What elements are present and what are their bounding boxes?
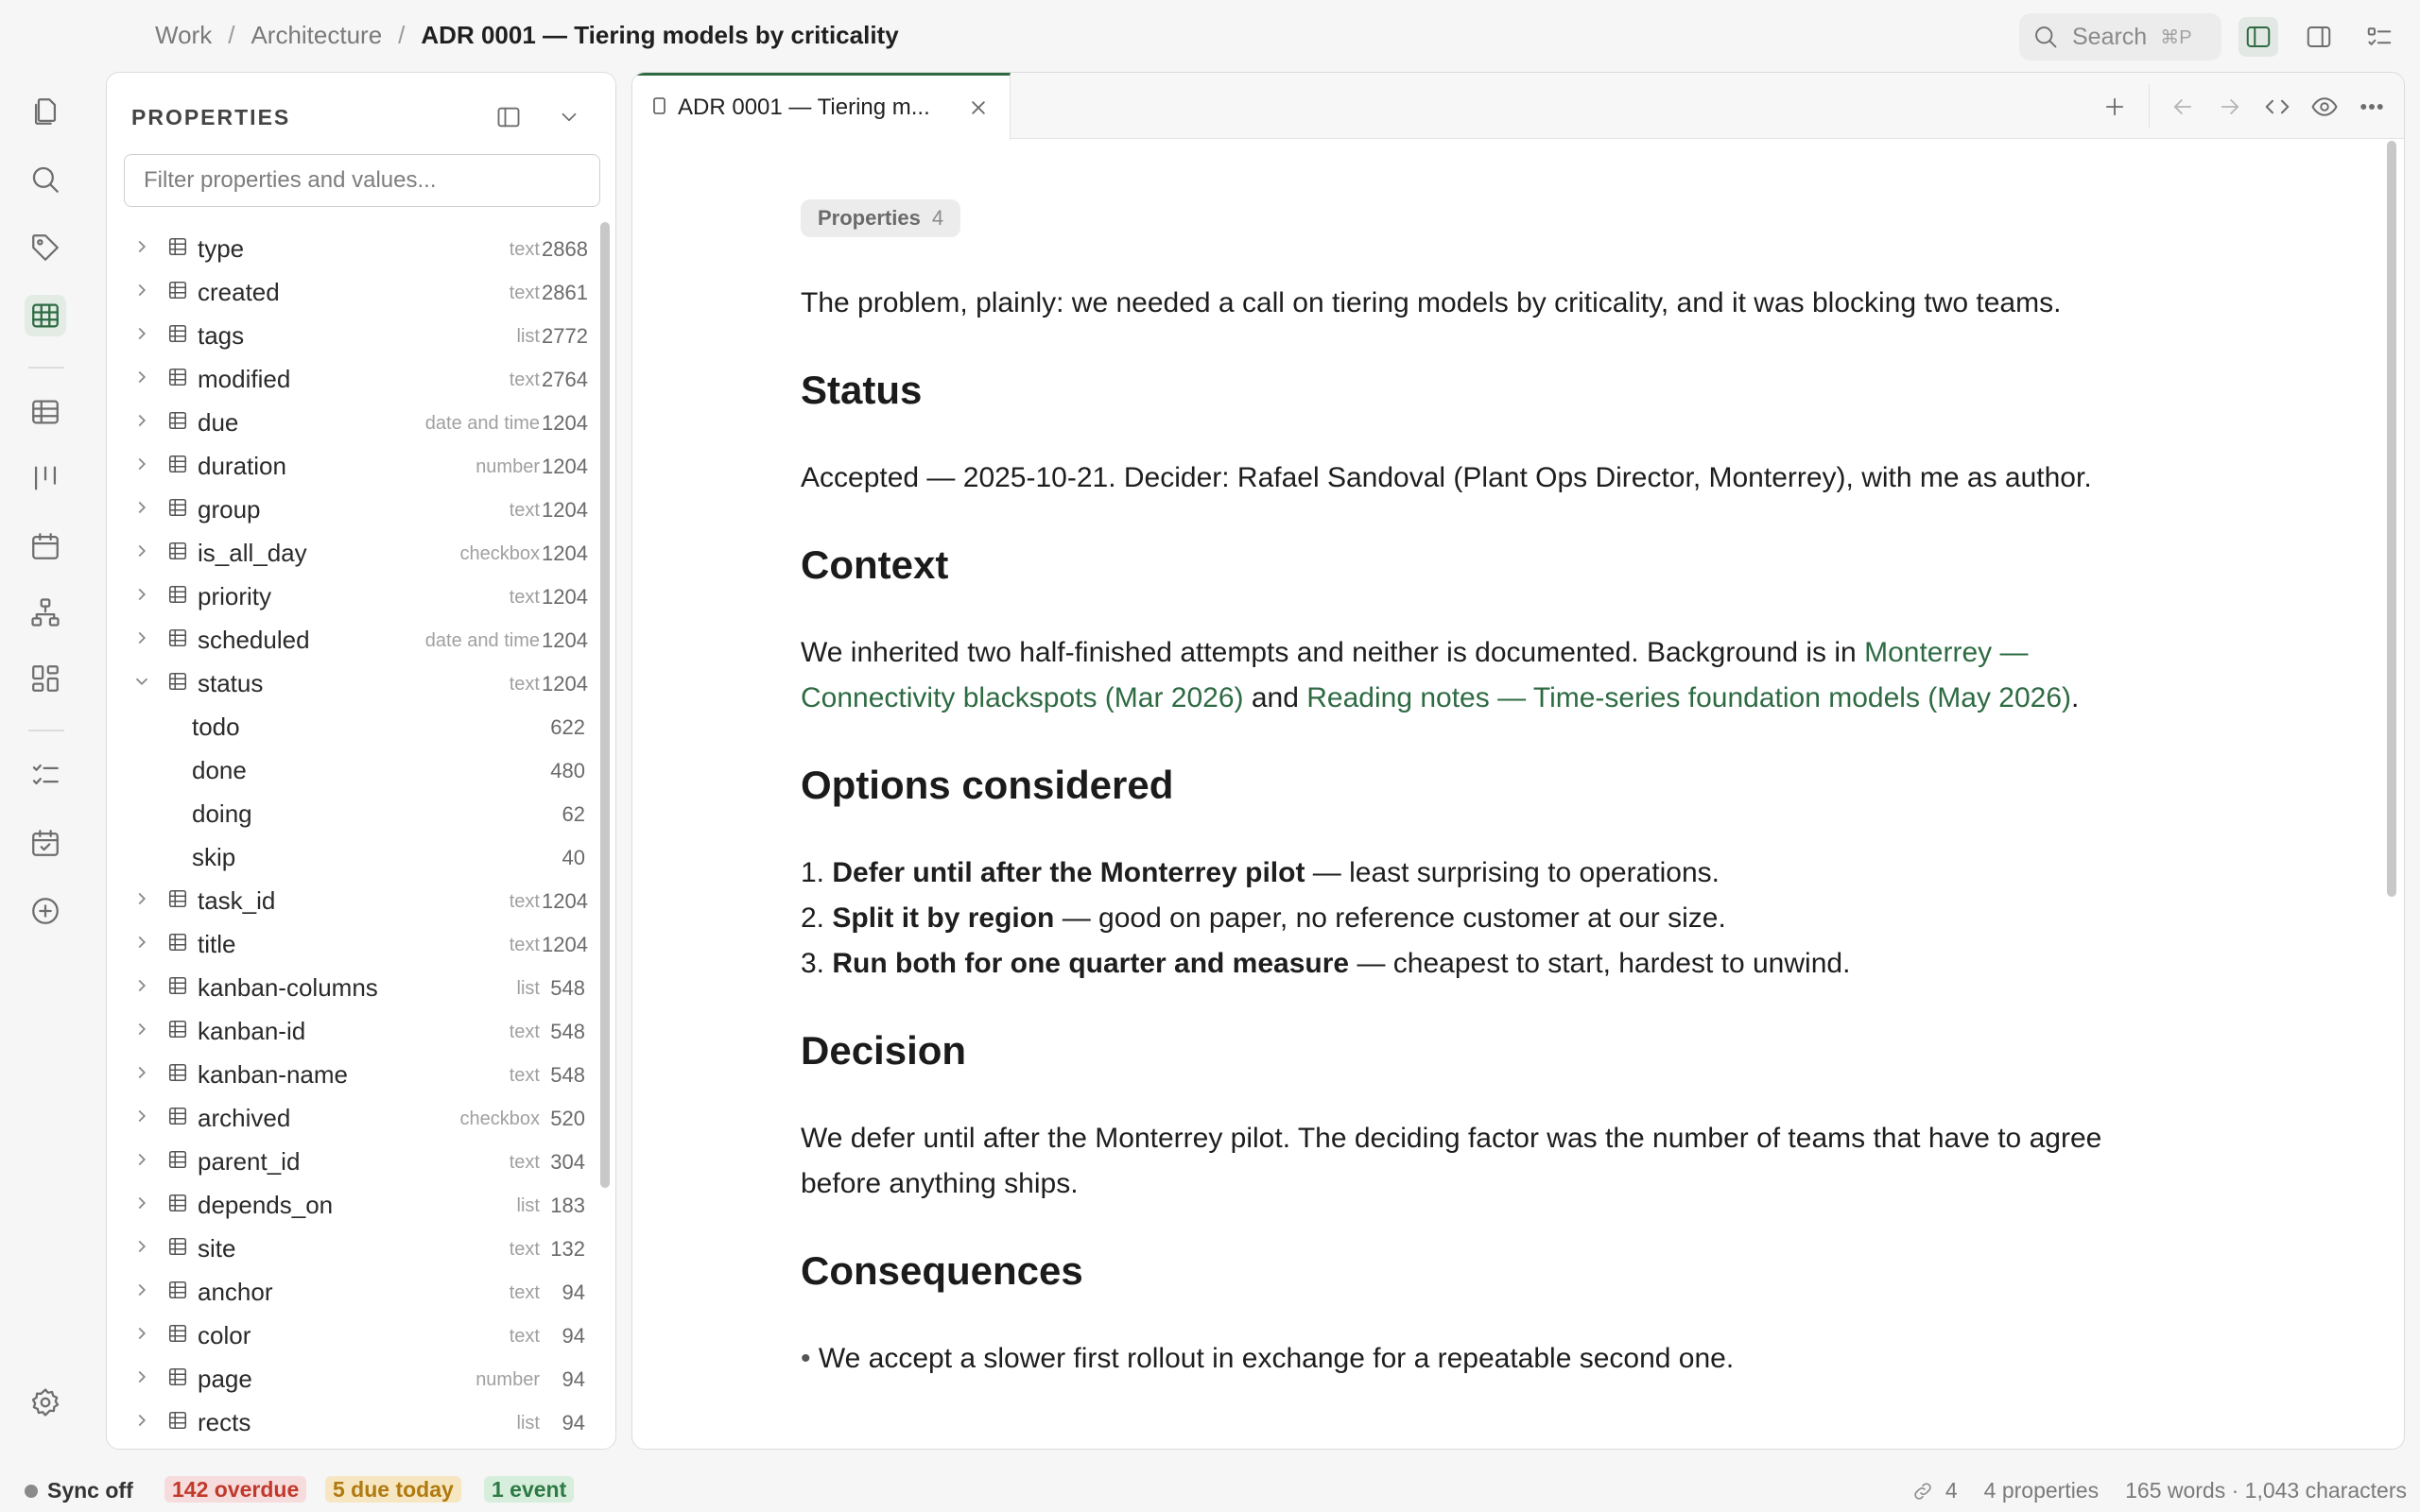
property-row-color[interactable] <box>107 1313 598 1356</box>
property-name: depends_on <box>198 1191 334 1219</box>
property-count: 2764 <box>542 368 588 391</box>
table-icon <box>167 932 188 953</box>
chevron-down-icon <box>557 105 581 129</box>
breadcrumb-separator: / <box>228 21 235 49</box>
consequence-text: We accept a slower first rollout in exchange for a repeatable second one. <box>818 1343 1735 1374</box>
more-options-button[interactable] <box>2353 88 2391 126</box>
table-icon <box>167 627 188 648</box>
top-bar <box>0 0 2420 72</box>
chevron-right-icon[interactable] <box>131 1410 152 1431</box>
property-type: date and time <box>424 630 540 651</box>
eye-icon <box>2310 93 2339 121</box>
tags-button[interactable] <box>25 227 66 268</box>
add-button[interactable] <box>25 890 66 932</box>
property-value-count: 622 <box>550 715 585 739</box>
files-button[interactable] <box>25 91 66 132</box>
property-value-count: 40 <box>562 846 585 869</box>
property-count: 1204 <box>542 889 588 913</box>
table-icon <box>167 975 188 996</box>
property-name: kanban-columns <box>198 973 378 1002</box>
property-count: 94 <box>562 1411 585 1435</box>
toggle-left-sidebar-button[interactable] <box>2238 17 2278 57</box>
property-row-modified[interactable] <box>107 356 598 400</box>
search-button[interactable] <box>2019 13 2221 60</box>
property-name: parent_id <box>198 1147 301 1176</box>
search-label: Search <box>2072 23 2148 50</box>
property-name: modified <box>198 365 291 393</box>
intro-paragraph: The problem, plainly: we needed a call on tiering models by criticality, and it was blocking two teams. <box>801 287 2062 318</box>
property-row-status[interactable] <box>107 661 598 704</box>
property-type: text <box>509 369 540 390</box>
sync-label: Sync off <box>47 1478 133 1503</box>
tasks-button[interactable] <box>25 754 66 796</box>
chevron-right-icon[interactable] <box>131 1019 152 1040</box>
property-row-kanban-name[interactable] <box>107 1052 598 1095</box>
property-value-row-doing[interactable] <box>107 791 598 834</box>
reading-view-button[interactable] <box>2306 88 2343 126</box>
property-value-count: 480 <box>550 759 585 782</box>
properties-pill-label: Properties <box>818 206 921 230</box>
property-name: title <box>198 930 236 958</box>
chevron-right-icon[interactable] <box>131 888 152 909</box>
plus-icon <box>2101 94 2128 120</box>
property-count: 1204 <box>542 672 588 696</box>
breadcrumb-item-architecture[interactable]: Architecture <box>251 21 383 49</box>
table-icon <box>167 1106 188 1126</box>
context-text: We inherited two half-finished attempts and neither is documented. Background is in <box>801 637 1865 668</box>
list-number: 1. <box>801 857 825 888</box>
property-count: 1204 <box>542 628 588 652</box>
source-mode-button[interactable] <box>2258 88 2296 126</box>
panel-layout-button[interactable] <box>491 99 527 135</box>
property-name: priority <box>198 582 272 610</box>
property-type: number <box>475 456 540 477</box>
property-type: text <box>509 283 540 303</box>
properties-panel-title: PROPERTIES <box>131 105 291 129</box>
property-name: site <box>198 1234 236 1263</box>
chevron-right-icon[interactable] <box>131 1323 152 1344</box>
chevron-right-icon[interactable] <box>131 367 152 387</box>
chevron-right-icon[interactable] <box>131 932 152 953</box>
option-title: Split it by region <box>832 902 1055 934</box>
property-type: checkbox <box>459 1108 540 1129</box>
dashboard-icon <box>29 662 61 695</box>
table-icon <box>167 1062 188 1083</box>
editor-pane <box>631 72 2405 1450</box>
table-icon <box>167 888 188 909</box>
property-count: 548 <box>550 1020 585 1043</box>
event-badge[interactable]: 1 event <box>484 1476 574 1503</box>
panel-collapse-button[interactable] <box>551 99 587 135</box>
table-button[interactable] <box>25 391 66 433</box>
property-row-is_all_day[interactable] <box>107 530 598 574</box>
property-name: rects <box>198 1408 251 1436</box>
calendar-check-button[interactable] <box>25 822 66 864</box>
property-type: list <box>516 326 540 347</box>
chevron-down-icon[interactable] <box>131 671 152 692</box>
property-row-duration[interactable] <box>107 443 598 487</box>
backlinks-count[interactable] <box>1911 1478 1958 1503</box>
breadcrumb-separator: / <box>398 21 406 49</box>
property-value-row-done[interactable] <box>107 747 598 791</box>
property-row-group[interactable] <box>107 487 598 530</box>
ribbon-divider <box>28 730 64 731</box>
status-paragraph: Accepted — 2025-10-21. Decider: Rafael Sandoval (Plant Ops Director, Monterrey), with me as author. <box>801 462 2092 493</box>
chevron-right-icon[interactable] <box>131 1149 152 1170</box>
property-type: text <box>509 1282 540 1303</box>
settings-icon <box>29 1386 61 1418</box>
property-type: text <box>509 1065 540 1086</box>
property-count: 520 <box>550 1107 585 1130</box>
table-icon <box>167 1366 188 1387</box>
chevron-right-icon[interactable] <box>131 323 152 344</box>
property-row-due[interactable] <box>107 400 598 443</box>
sidebar-layout-icon <box>495 104 522 130</box>
graph-icon <box>29 596 61 628</box>
property-count: 1204 <box>542 455 588 478</box>
document-content <box>801 194 2143 1382</box>
chevron-right-icon[interactable] <box>131 497 152 518</box>
link-monterrey-connectivity[interactable]: Monterrey — Connectivity blackspots (Mar 2026) <box>801 637 2029 713</box>
property-row-kanban-columns[interactable] <box>107 965 598 1008</box>
chevron-right-icon[interactable] <box>131 1193 152 1213</box>
option-title: Run both for one quarter and measure <box>832 948 1350 979</box>
option-item <box>801 896 2143 941</box>
sync-status[interactable] <box>25 1478 133 1503</box>
table-icon <box>29 396 61 428</box>
toggle-right-sidebar-button[interactable] <box>2299 17 2339 57</box>
property-row-priority[interactable] <box>107 574 598 617</box>
links-count-label: 4 <box>1945 1478 1958 1503</box>
option-item <box>801 941 2143 987</box>
file-icon <box>651 96 668 117</box>
chevron-right-icon[interactable] <box>131 280 152 301</box>
property-value-row-todo[interactable] <box>107 704 598 747</box>
link-icon <box>1911 1480 1934 1503</box>
chevron-right-icon[interactable] <box>131 1280 152 1300</box>
property-count: 1204 <box>542 498 588 522</box>
property-count: 2772 <box>542 324 588 348</box>
heading-context: Context <box>801 542 949 587</box>
property-name: color <box>198 1321 251 1349</box>
property-row-parent_id[interactable] <box>107 1139 598 1182</box>
property-name: is_all_day <box>198 539 307 567</box>
chevron-right-icon[interactable] <box>131 1106 152 1126</box>
property-row-title[interactable] <box>107 921 598 965</box>
table-icon <box>167 671 188 692</box>
table-icon <box>167 1019 188 1040</box>
tab-bar <box>632 73 2404 139</box>
option-detail: — good on paper, no reference customer at our size. <box>1054 902 1726 934</box>
properties-count: 4 properties <box>1983 1478 2100 1503</box>
property-type: text <box>509 1326 540 1347</box>
chevron-right-icon[interactable] <box>131 1236 152 1257</box>
chevron-right-icon[interactable] <box>131 975 152 996</box>
table-icon <box>167 1410 188 1431</box>
tab-label: ADR 0001 — Tiering m... <box>678 94 930 120</box>
property-count: 183 <box>550 1194 585 1217</box>
property-row-page[interactable] <box>107 1356 598 1400</box>
property-type: text <box>509 1152 540 1173</box>
chevron-right-icon[interactable] <box>131 584 152 605</box>
right-sidebar-icon <box>2305 23 2333 51</box>
sync-dot-icon <box>25 1485 38 1498</box>
options-list <box>801 850 2143 987</box>
bullet: • <box>801 1343 811 1374</box>
property-count: 2861 <box>542 281 588 304</box>
property-type: text <box>509 239 540 260</box>
tab-bar-divider <box>2149 84 2150 128</box>
table-icon <box>167 497 188 518</box>
property-type: text <box>509 587 540 608</box>
property-type: list <box>516 978 540 999</box>
checklist-icon <box>2365 23 2394 51</box>
close-icon[interactable] <box>965 94 992 121</box>
editor-scrollbar[interactable] <box>2387 141 2396 897</box>
heading-decision: Decision <box>801 1028 967 1073</box>
breadcrumb-current: ADR 0001 — Tiering models by criticality <box>421 21 899 49</box>
properties-pill-count: 4 <box>931 206 944 230</box>
property-name: anchor <box>198 1278 273 1306</box>
context-paragraph <box>801 630 2143 721</box>
back-button[interactable] <box>2164 88 2202 126</box>
property-count: 132 <box>550 1237 585 1261</box>
arrow-right-icon <box>2217 94 2243 120</box>
left-ribbon <box>0 72 91 1461</box>
properties-toggle[interactable] <box>801 199 960 237</box>
table-icon <box>167 1323 188 1344</box>
table-icon <box>167 454 188 474</box>
property-name: due <box>198 408 239 437</box>
property-type: text <box>509 1022 540 1042</box>
add-circle-icon <box>29 895 61 927</box>
property-type: list <box>516 1195 540 1216</box>
property-row-rects[interactable] <box>107 1400 598 1443</box>
property-row-kanban-id[interactable] <box>107 1008 598 1052</box>
files-icon <box>29 95 61 128</box>
property-type: number <box>475 1369 540 1390</box>
option-item <box>801 850 2143 896</box>
list-number: 3. <box>801 948 825 979</box>
option-detail: — cheapest to start, hardest to unwind. <box>1349 948 1851 979</box>
table-icon <box>167 367 188 387</box>
heading-status: Status <box>801 368 923 412</box>
property-value: doing <box>192 799 252 828</box>
property-name: created <box>198 278 280 306</box>
property-count: 548 <box>550 976 585 1000</box>
property-row-archived[interactable] <box>107 1095 598 1139</box>
tasks-icon <box>29 759 61 791</box>
property-name: kanban-name <box>198 1060 348 1089</box>
property-name: tags <box>198 321 245 350</box>
search-icon <box>29 163 61 196</box>
table-icon <box>167 410 188 431</box>
property-type: list <box>516 1413 540 1434</box>
property-type: text <box>509 500 540 521</box>
table-icon <box>167 1193 188 1213</box>
property-count: 304 <box>550 1150 585 1174</box>
decision-paragraph: We defer until after the Monterrey pilot. The deciding factor was the number of teams that have to agree before anything ships. <box>801 1123 2102 1199</box>
tags-icon <box>29 232 61 264</box>
more-horizontal-icon <box>2358 93 2386 121</box>
property-name: kanban-id <box>198 1017 306 1045</box>
property-name: status <box>198 669 264 697</box>
property-name: scheduled <box>198 626 310 654</box>
property-type: text <box>509 1239 540 1260</box>
property-count: 1204 <box>542 411 588 435</box>
word-char-count: 165 words · 1,043 characters <box>2125 1478 2407 1503</box>
graph-button[interactable] <box>25 592 66 633</box>
property-type: date and time <box>424 413 540 434</box>
option-title: Defer until after the Monterrey pilot <box>832 857 1305 888</box>
property-value: done <box>192 756 247 784</box>
properties-panel <box>106 72 616 1450</box>
due-today-badge[interactable]: 5 due today <box>325 1476 461 1503</box>
table-icon <box>167 1280 188 1300</box>
forward-button[interactable] <box>2211 88 2249 126</box>
status-bar <box>0 1470 2420 1508</box>
checklist-panel-button[interactable] <box>2360 17 2399 57</box>
property-row-site[interactable] <box>107 1226 598 1269</box>
chevron-right-icon[interactable] <box>131 1062 152 1083</box>
calendar-button[interactable] <box>25 525 66 567</box>
chevron-right-icon[interactable] <box>131 236 152 257</box>
chevron-right-icon[interactable] <box>131 410 152 431</box>
property-row-tags[interactable] <box>107 313 598 356</box>
table-icon <box>167 323 188 344</box>
table-icon <box>167 280 188 301</box>
property-row-type[interactable] <box>107 226 598 269</box>
property-name: archived <box>198 1104 291 1132</box>
chevron-right-icon[interactable] <box>131 454 152 474</box>
breadcrumb-item-work[interactable]: Work <box>155 21 213 49</box>
property-count: 2868 <box>542 237 588 261</box>
property-name: type <box>198 234 245 263</box>
left-sidebar-icon <box>2244 23 2273 51</box>
context-text: and <box>1243 682 1307 713</box>
property-row-scheduled[interactable] <box>107 617 598 661</box>
property-row-anchor[interactable] <box>107 1269 598 1313</box>
search-button-ribbon[interactable] <box>25 159 66 200</box>
chevron-right-icon[interactable] <box>131 541 152 561</box>
table-icon <box>167 584 188 605</box>
property-value-row-skip[interactable] <box>107 834 598 878</box>
dashboard-button[interactable] <box>25 658 66 699</box>
table-icon <box>167 236 188 257</box>
property-row-depends_on[interactable] <box>107 1182 598 1226</box>
calendar-icon <box>29 530 61 562</box>
property-count: 94 <box>562 1280 585 1304</box>
bases-button[interactable] <box>25 295 66 336</box>
property-count: 94 <box>562 1367 585 1391</box>
calendar-check-icon <box>29 827 61 859</box>
link-reading-notes[interactable]: Reading notes — Time-series foundation models (May 2026) <box>1306 682 2072 713</box>
property-row-created[interactable] <box>107 269 598 313</box>
table-icon <box>167 1236 188 1257</box>
overdue-badge[interactable]: 142 overdue <box>164 1476 306 1503</box>
kanban-button[interactable] <box>25 457 66 499</box>
option-detail: — least surprising to operations. <box>1305 857 1720 888</box>
breadcrumb <box>155 21 899 50</box>
filter-properties-input[interactable] <box>124 154 600 207</box>
status-bar-right <box>1911 1478 2407 1503</box>
properties-list <box>107 226 598 1443</box>
property-name: duration <box>198 452 286 480</box>
search-shortcut: ⌘P <box>2160 26 2192 48</box>
tab-adr-0001[interactable] <box>632 73 1011 140</box>
property-name: page <box>198 1365 252 1393</box>
property-count: 94 <box>562 1324 585 1348</box>
search-icon <box>2032 24 2059 50</box>
heading-consequences: Consequences <box>801 1248 1083 1293</box>
property-value: todo <box>192 713 240 741</box>
context-text: . <box>2071 682 2080 713</box>
heading-options: Options considered <box>801 763 1174 807</box>
chevron-right-icon[interactable] <box>131 1366 152 1387</box>
list-number: 2. <box>801 902 825 934</box>
bases-icon <box>29 300 61 332</box>
property-row-task_id[interactable] <box>107 878 598 921</box>
new-tab-button[interactable] <box>2096 88 2134 126</box>
kanban-icon <box>29 462 61 494</box>
arrow-left-icon <box>2169 94 2196 120</box>
settings-button[interactable] <box>25 1382 66 1423</box>
property-count: 1204 <box>542 585 588 609</box>
property-type: text <box>509 674 540 695</box>
table-icon <box>167 1149 188 1170</box>
consequence-item <box>801 1336 2143 1382</box>
property-value-count: 62 <box>562 802 585 826</box>
table-icon <box>167 541 188 561</box>
code-icon <box>2263 93 2291 121</box>
chevron-right-icon[interactable] <box>131 627 152 648</box>
property-type: text <box>509 935 540 955</box>
ribbon-divider <box>28 367 64 369</box>
property-name: group <box>198 495 261 524</box>
property-type: text <box>509 891 540 912</box>
property-count: 1204 <box>542 933 588 956</box>
property-type: checkbox <box>459 543 540 564</box>
property-name: task_id <box>198 886 276 915</box>
property-count: 1204 <box>542 541 588 565</box>
properties-scrollbar[interactable] <box>600 222 610 1188</box>
property-value: skip <box>192 843 236 871</box>
property-count: 548 <box>550 1063 585 1087</box>
